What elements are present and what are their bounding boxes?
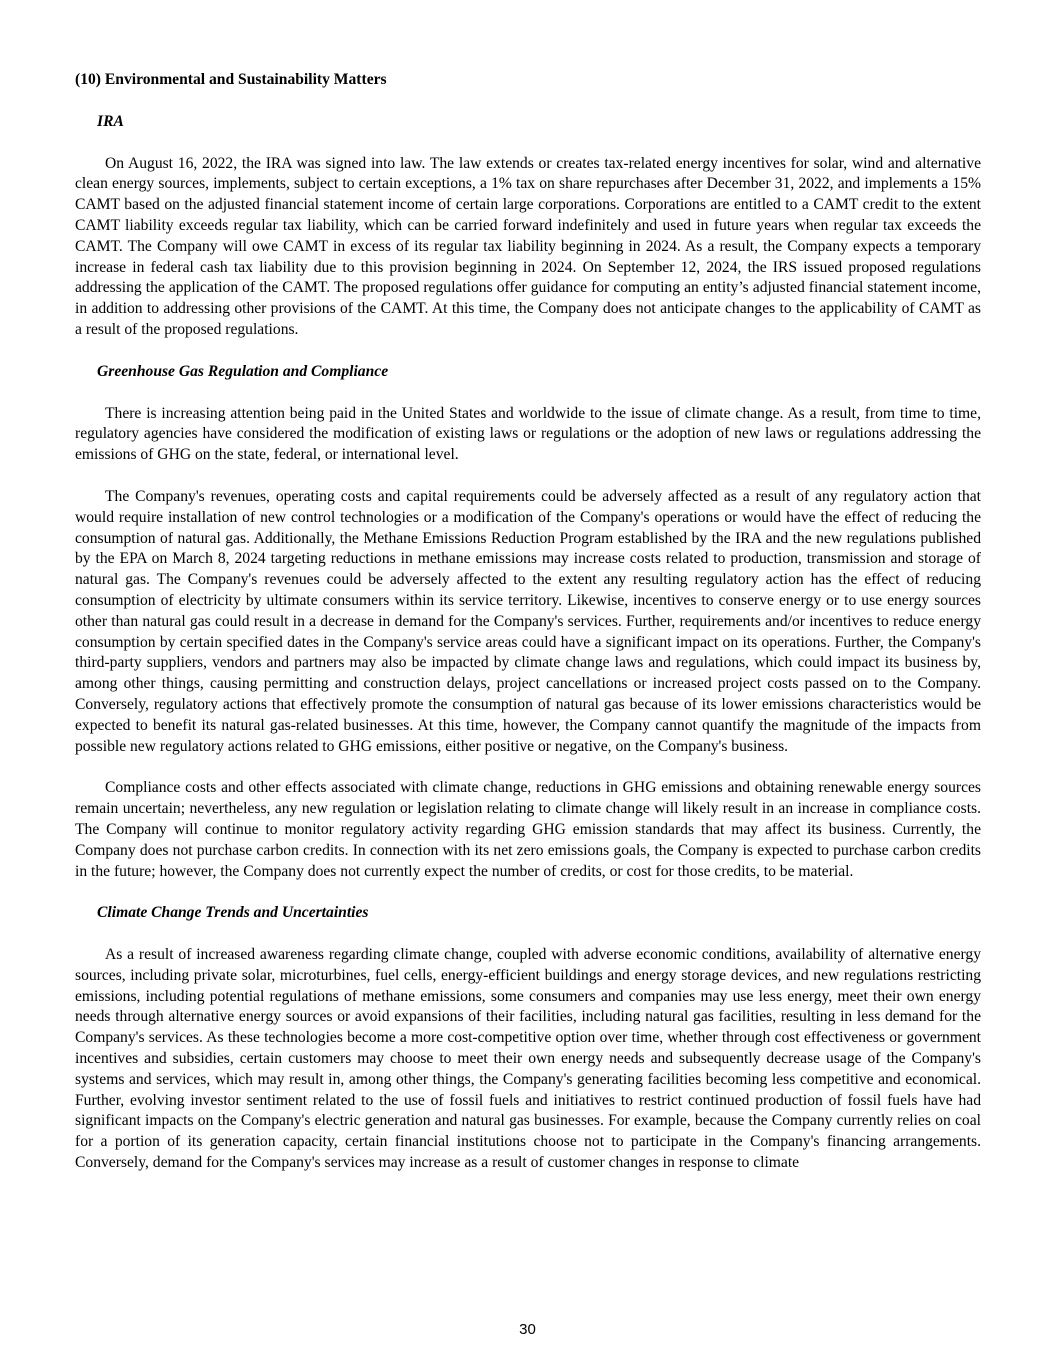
paragraph: As a result of increased awareness regarding climate change, coupled with adverse economic conditions, availability of alternative energy sources, including private solar, microturbines, fuel cells, energy-efficient buildings and energy storage devices, and new regulations restricting emissions, including potential regulations of methane emissions, some consumers and companies may use less energy, meet their own energy needs through alternative energy sources or avoid expansions of their facilities, including natural gas facilities, resulting in less demand for the Company's services. As these technologies become a more cost-competitive option over time, whether through cost effectiveness or government incentives and subsidies, certain customers may choose to meet their own energy needs and subsequently decrease usage of the Company's systems and services, which may result in, among other things, the Company's generating facilities becoming less competitive and economical. Further, evolving investor sentiment related to the use of fossil fuels and initiatives to restrict continued production of fossil fuels have had significant impacts on the Company's electric generation and natural gas businesses. For example, because the Company currently relies on coal for a portion of its generation capacity, certain financial institutions choose not to participate in the Company's financing arrangements. Conversely, demand for the Company's services may increase as a result of customer changes in response to climate [75, 946, 981, 1172]
paragraph: On August 16, 2022, the IRA was signed into law. The law extends or creates tax-related energy incentives for solar, wind and alternative clean energy sources, implements, subject to certain exceptions, a 1% tax on share repurchases after December 31, 2022, and implements a 15% CAMT based on the adjusted financial statement income of certain large corporations. Corporations are entitled to a CAMT credit to the extent CAMT liability exceeds regular tax liability, which can be carried forward indefinitely and used in future years when regular tax exceeds the CAMT. The Company will owe CAMT in excess of its regular tax liability beginning in 2024. As a result, the Company expects a temporary increase in federal cash tax liability due to this provision beginning in 2024. On September 12, 2024, the IRS issued proposed regulations addressing the application of the CAMT. The proposed regulations offer guidance for computing an entity’s adjusted financial statement income, in addition to addressing other provisions of the CAMT. At this time, the Company does not anticipate changes to the applicability of CAMT as a result of the proposed regulations. [75, 154, 981, 338]
section-title: (10) Environmental and Sustainability Matters [75, 71, 387, 88]
paragraph: There is increasing attention being paid in the United States and worldwide to the issue of climate change. As a result, from time to time, regulatory agencies have considered the modification of existing laws or regulations or the adoption of new laws or regulations addressing the emissions of GHG on the state, federal, or international level. [75, 404, 981, 464]
paragraph: Compliance costs and other effects associated with climate change, reductions in GHG emissions and obtaining renewable energy sources remain uncertain; nevertheless, any new regulation or legislation relating to climate change will likely result in an increase in compliance costs. The Company will continue to monitor regulatory activity regarding GHG emission standards that may affect its business. Currently, the Company does not purchase carbon credits. In connection with its net zero emissions goals, the Company is expected to purchase carbon credits in the future; however, the Company does not currently expect the number of credits, or cost for those credits, to be material. [75, 779, 981, 880]
subsection-heading-ghg: Greenhouse Gas Regulation and Compliance [97, 362, 389, 380]
subsection-heading-climate: Climate Change Trends and Uncertainties [97, 904, 369, 922]
document-body [75, 70, 981, 1195]
paragraph: The Company's revenues, operating costs and capital requirements could be adversely affected as a result of any regulatory action that would require installation of new control technologies or a modification of the Company's operations or would have the effect of reducing the consumption of natural gas. Additionally, the Methane Emissions Reduction Program established by the IRA and the new regulations published by the EPA on March 8, 2024 targeting reductions in methane emissions may increase costs related to production, transmission and storage of natural gas. The Company's revenues could be adversely affected to the extent any resulting regulatory action has the effect of reducing consumption of electricity by ultimate consumers within its service territory. Likewise, incentives to conserve energy or to use energy sources other than natural gas could result in a decrease in demand for the Company's services. Further, requirements and/or incentives to reduce energy consumption by certain specified dates in the Company's service areas could have a significant impact on its operations. Further, the Company's third-party suppliers, vendors and partners may also be impacted by climate change laws and regulations, which could impact its business by, among other things, causing permitting and construction delays, project cancellations or increased project costs passed on to the Company. Conversely, regulatory actions that effectively promote the consumption of natural gas because of its lower emissions characteristics would be expected to benefit its natural gas-related businesses. At this time, however, the Company cannot quantify the magnitude of the impacts from possible new regulatory actions related to GHG emissions, either positive or negative, on the Company's business. [75, 487, 981, 755]
page-number: 30 [519, 1321, 536, 1338]
subsection-heading-ira: IRA [97, 112, 124, 130]
